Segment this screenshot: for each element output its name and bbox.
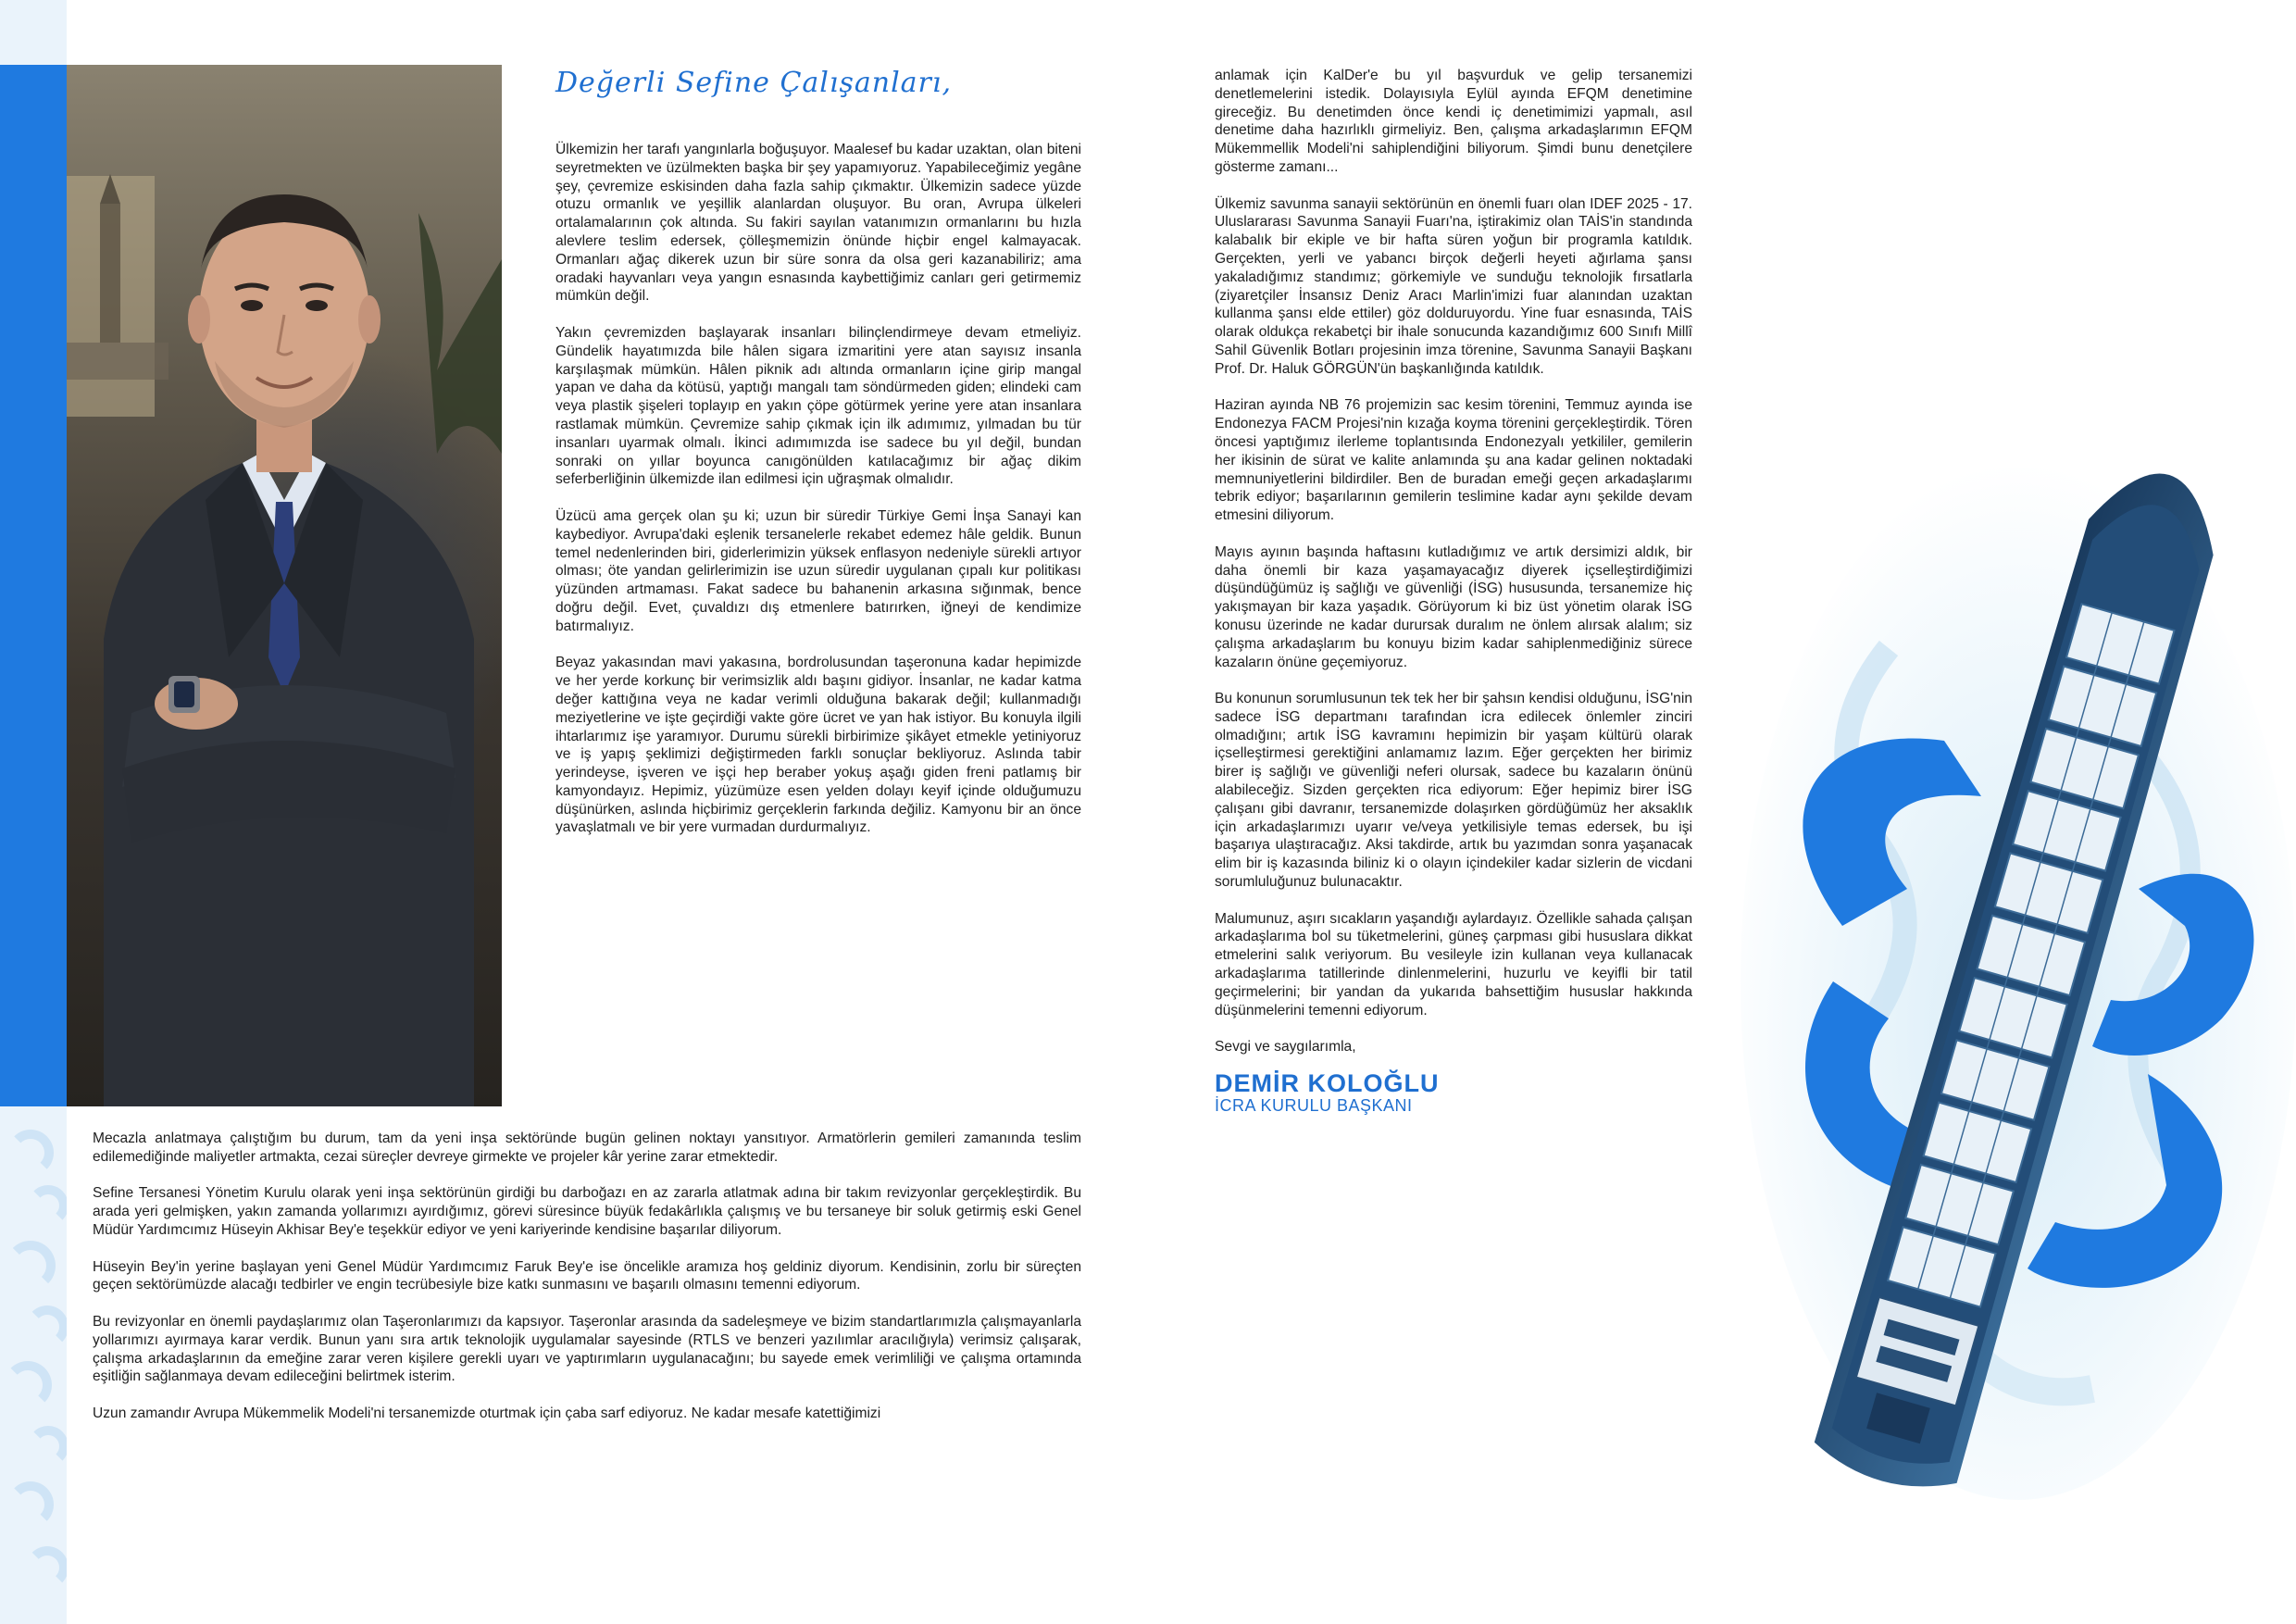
wave-ornament-icon bbox=[28, 1185, 67, 1226]
paragraph: Beyaz yakasından mavi yakasına, bordrolusundan taşeronuna kadar hepimizde ve her yerde korkunç bir verimsizlik aldı başını gidiyor. İnsanlar, ne kadar katma değer kattığına veya ne kadar verimli olduğuna bakarak değil; kullanmadığı meziyetlerine ve işte geçirdiği vakte göre ücret ve yan hak istiyor. Bu konuyla ilgili ihtarlarımız işe yaramıyor. Durumu sürekli birbirimize şikâyet etmekle yetiniyoruz ve iş yapış şeklimizi değiştirmeden farklı sonuçlar bekliyoruz. Aslında tabir yerindeyse, işveren ve işçi hep beraber yokuş aşağı giden freni patlamış bir kamyondayız. Hepimiz, yüzümüze esen yelden dolayı keyif içinde olduğumuzu düşünürken, aslında hiçbirimiz gerçeklerin farkında değiliz. Kamyonu bir an önce yavaşlatmalı ve bir yere vurmadan durdurmalıyız. bbox=[555, 655, 1081, 836]
decorative-edge-band bbox=[0, 0, 67, 1624]
wave-ornament-icon bbox=[26, 1546, 67, 1589]
paragraph: Ülkemizin her tarafı yangınlarla boğuşuyor. Maalesef bu kadar uzaktan, olan biteni seyretmekten ve üzülmekten başka bir şey yapamıyoruz. Yapabileceğimiz yegâne şey, çevremize eskisinden daha fazla sahip çıkmaktır. Ülkemizin sadece yüzde otuzu ormanlık ve yeşillik alanlardan oluşuyor. Bu oran, Avrupa ülkeleri ortalamalarının çok altında. Su fakiri sayılan vatanımızın ormanlarını bu hızla alevlere teslim edersek, çölleşmemizin önünde hiçbir engel kalmayacak. Ormanları ağaç dikerek uzun bir süre sonra da olsa geri kazanabiliriz; ama oradaki hayvanları veya yangın esnasında kaybettiğimiz canları geri getirmemiz mümkün değil. bbox=[555, 142, 1081, 305]
wave-ornament-icon bbox=[6, 1241, 56, 1291]
paragraph: Sefine Tersanesi Yönetim Kurulu olarak yeni inşa sektörünün girdiği bu darboğazı en az zararla atlatmak adına bir takım revizyonlar gerçekleştirdik. Bu arada yeri gelmişken, yakın zamanda yollarımızı ayırdığımız, görevi süresince büyük fedakârlıkla çalışmış ve bu tersaneye bir soluk getirmiş eski Genel Müdür Yardımcımız Hüseyin Akhisar Bey'e teşekkür ediyor ve yeni kariyerinde kendisine başarılar diliyorum. bbox=[93, 1185, 1081, 1238]
paragraph: Malumunuz, aşırı sıcakların yaşandığı aylardayız. Özellikle sahada çalışan arkadaşlarıma bol su tüketmelerini, güneş çarpması gibi hususlara dikkat etmelerini salık veriyorum. Bu vesileyle izin kullanan veya kullanacak arkadaşlarıma tatillerinde dinlenmelerini, huzurlu ve keyifli bir tatil geçirmelerini; bir yandan da yukarıda bahsettiğim hususlar hakkında düşünmelerini temenni ediyorum. bbox=[1215, 910, 1692, 1018]
paragraph: Bu konunun sorumlusunun tek tek her bir şahsın kendisi olduğunu, İSG'nin sadece İSG departmanı tarafından icra edilecek önlemler zinciri olmadığını; artık İSG kavramını hepimizin bir yaşam kültürü olarak içselleştirmesi gerektiğini anlamamız lazım. Eğer gerçekten her birimiz birer iş sağlığı ve güvenliği neferi olursak, sadece bu kazaların önünü alabileceğiz. Sizden gerçekten rica ediyorum: Eğer hepimiz birer İSG çalışanı gibi davranır, tersanemizde dolaşırken gördüğümüz her aksaklık için arkadaşlarımızı uyarır ve/veya yetkilisiyle temas edersek, bu işi başarıya ulaştıracağız. Aksi takdirde, artık bu yazımdan sonra yaşanacak elim bir iş kazasında biliniz ki o olayın içindekiler kadar sizlerin de vicdani sorumluluğunuz bulunacaktır. bbox=[1215, 691, 1692, 891]
portrait-illustration bbox=[67, 65, 502, 1106]
wave-ornament-icon bbox=[7, 1130, 54, 1176]
left-column-narrow-text bbox=[555, 141, 1081, 856]
wave-ornament-icon bbox=[28, 1426, 67, 1467]
blue-accent-strip bbox=[0, 65, 67, 1106]
paragraph: Ülkemiz savunma sanayii sektörünün en önemli fuarı olan IDEF 2025 - 17. Uluslararası Savunma Sanayii Fuarı'na, iştirakimiz olan TAİS'in standında kalabalık bir ekiple ve bir hafta süren yoğun bir programla katıldık. Gerçekten, yerli ve yabancı birçok değerli heyeti ağırlama şansı yakaladığımız standımız; görkemiyle ve sunduğu teknolojik fırsatlarla (ziyaretçiler İnsansız Deniz Aracı Marlin'imizi fuar alanından uzaktan kullanma şansı elde ettiler) göz dolduruyordu. Yine fuar esnasında, TAİS olarak oldukça rekabetçi bir ihale sonucunda kazandığımız 600 Sınıfı Millî Sahil Güvenlik Botları projesinin imza törenine, Savunma Sanayii Başkanı Prof. Dr. Haluk GÖRGÜN'ün başkanlığında katıldık. bbox=[1215, 195, 1692, 377]
container-ship-illustration bbox=[1703, 0, 2296, 1624]
wave-ornament-icon bbox=[4, 1361, 52, 1409]
paragraph: Hüseyin Bey'in yerine başlayan yeni Genel Müdür Yardımcımız Faruk Bey'e ise öncelikle aramıza hoş geldiniz diyorum. Kendisinin, zorlu bir süreçten geçen sektörümüzde alacağı tedbirler ve engin tecrübesiyle bize katkı sunmasını ve başarılı olmasını temenni ediyorum. bbox=[93, 1258, 1081, 1293]
signature-name: DEMİR KOLOĞLU bbox=[1215, 1068, 1440, 1097]
paragraph: Üzücü ama gerçek olan şu ki; uzun bir süredir Türkiye Gemi İnşa Sanayi kan kaybediyor. Avrupa'daki eşlenik tersanelerle rekabet edemez hâle geldik. Bunun temel nedenlerinden biri, giderlerimizin yüksek enflasyon nedeniyle sürekli artıyor olması; öte yandan gelirlerimizin ise uzun süredir uygulanan çıpalı kur politikası yüzünden artmaması. Fakat sadece bu bahanenin arkasına sığınmak, bence doğru değil. Evet, çuvaldızı dış etmenlere batırırken, iğneyi de kendimize batırmalıyız. bbox=[555, 507, 1081, 634]
right-page bbox=[1148, 0, 2296, 1624]
paragraph: Uzun zamandır Avrupa Mükemmelik Modeli'ni tersanemizde oturtmak için çaba sarf ediyoruz. Ne kadar mesafe katettiğimizi bbox=[93, 1405, 881, 1421]
paragraph: Bu revizyonlar en önemli paydaşlarımız olan Taşeronlarımızı da kapsıyor. Taşeronlar arasında da sadeleşmeye ve bizim standartlarımızla çalışmayanlarla yollarımızı ayırmaya karar verdik. Bunun yanı sıra artık teknolojik uygulamalar sayesinde (RTLS ve benzeri yazılımlar aracılığıyla) verimsiz çalışarak, çalışma arkadaşlarının da emeğine zarar veren kişilere gerekli uyarı ve yaptırımların uygulanacağını; bu sayede emek verimliliği ve çalışma ortamında eşitliğin sağlanmaya devam edileceğini belirtmek isterim. bbox=[93, 1313, 1081, 1385]
ship-artwork bbox=[1703, 0, 2296, 1624]
paragraph: Haziran ayında NB 76 projemizin sac kesim törenini, Temmuz ayında ise Endonezya FACM Projesi'nin kızağa koyma törenini gerçekleştirdik. Tören öncesi yaptığımız ilerleme toplantısında Endonezyalı yetkililer, gemilerin her ikisinin de sürat ve kalite anlamında şu ana kadar gelinen noktadaki memnuniyetlerini bildirdiler. Ben de buradan emeği geçen arkadaşlarımı tebrik ediyor; başarılarının gemilerin teslimine kadar aynı şekilde devam etmesini diliyorum. bbox=[1215, 397, 1692, 524]
wave-ornament-icon bbox=[7, 1481, 54, 1528]
closing-line: Sevgi ve saygılarımla, bbox=[1215, 1039, 1356, 1056]
paragraph: Mecazla anlatmaya çalıştığım bu durum, tam da yeni inşa sektöründe bugün gelinen noktayı yansıtıyor. Armatörlerin gemileri zamanında teslim edilemediğinde maliyetler artmakta, cezai süreçler devreye girmekte ve projeler kâr yerine zarar etmektedir. bbox=[93, 1131, 1081, 1165]
paragraph: anlamak için KalDer'e bu yıl başvurduk ve gelip tersanemizi denetlemelerini istedik. Dolayısıyla Eylül ayında EFQM denetimine gireceğiz. Bu denetimden önce kendi iç denetimimizi yapmalı, asıl denetime daha hazırlıklı girmeliyiz. Ben, çalışma arkadaşlarımın EFQM Mükemmellik Modeli'ni sahiplendiğini biliyorum. Şimdi bunu denetçilere gösterme zamanı... bbox=[1215, 68, 1692, 175]
right-column-text bbox=[1215, 67, 1692, 1115]
paragraph: Mayıs ayının başında haftasını kutladığımız ve artık dersimizi aldık, bir daha önemli bir kaza yaşamayacağız diyerek içselleştirdiğimizi düşündüğümüz iş sağlığı ve güvenliği (İSG) hususunda, tersanemize hiç yakışmayan bir kaza yaşadık. Görüyorum ki biz üst yönetim olarak İSG konusu üzerinde ne kadar durursak duralım ne önlem alırsak alalım; siz çalışma arkadaşlarım bu konuyu bizim kadar sahiplenmediğiniz sürece kazaların önüne geçemiyoruz. bbox=[1215, 543, 1692, 670]
salutation: Değerli Sefine Çalışanları, bbox=[555, 67, 953, 99]
portrait-photo bbox=[67, 65, 502, 1106]
left-column-wide-text bbox=[93, 1130, 1081, 1442]
paragraph: Yakın çevremizden başlayarak insanları bilinçlendirmeye devam etmeliyiz. Gündelik hayatımızda bile hâlen sigara izmaritini yere atan sayısız insanla karşılaşmak mümkün. Hâlen piknik adı altında ormanların içine girip mangal yapan ve daha da kötüsü, yaptığı mangalı tam söndürmeden giden; elindeki cam veya plastik şişeleri toplayıp en yakın çöpe götürmek yerine yere atan insanlara rastlamak mümkün. Çevremize sahip çıkmak için ilk adımımız, yılmadan bu tür insanları uyarmak olmalı. İkinci adımımızda ise sadece bu yıl değil, bundan sonraki on yıllar boyunca canıgönülden katılacağımız bir ağaç dikim seferberliğinin ülkemizde ilan edilmesi için uğraşmak olmalıdır. bbox=[555, 324, 1081, 488]
wave-ornament-icon bbox=[26, 1305, 67, 1348]
signature-title: İCRA KURULU BAŞKANI bbox=[1215, 1095, 1413, 1115]
